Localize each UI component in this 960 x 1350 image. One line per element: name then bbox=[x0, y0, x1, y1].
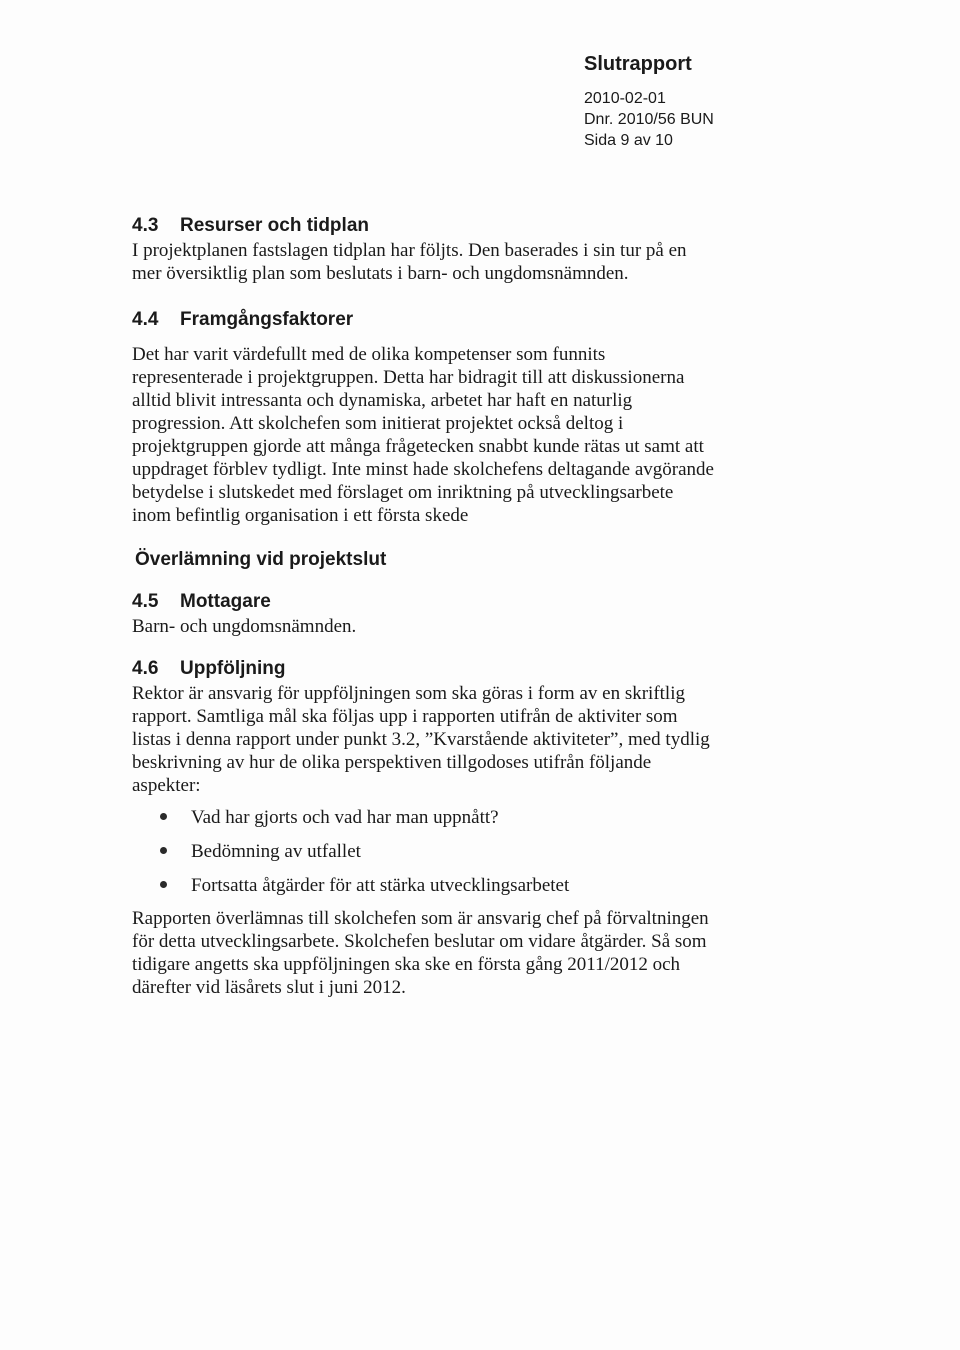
text-line: Det har varit värdefullt med de olika kompetenser som funnits bbox=[132, 344, 606, 365]
document-body bbox=[132, 213, 732, 999]
chapter-heading-overlamning: Överlämning vid projektslut bbox=[135, 549, 387, 570]
bullet-icon bbox=[160, 813, 167, 820]
list-item bbox=[132, 874, 732, 897]
text-line: tidigare angetts ska uppföljningen ska ske en första gång 2011/2012 och bbox=[132, 954, 681, 975]
text-line: I projektplanen fastslagen tidplan har följts. Den baserades i sin tur på en bbox=[132, 240, 687, 261]
list-item-text: Bedömning av utfallet bbox=[191, 841, 361, 862]
text-line: därefter vid läsårets slut i juni 2012. bbox=[132, 977, 406, 998]
list-item-text: Vad har gjorts och vad har man uppnått? bbox=[191, 807, 499, 828]
section-heading-4-3 bbox=[132, 213, 732, 239]
bullet-icon bbox=[160, 847, 167, 854]
section-heading-4-5 bbox=[132, 589, 732, 615]
section-number: 4.5 bbox=[132, 591, 159, 612]
section-title: Resurser och tidplan bbox=[180, 215, 369, 236]
section-heading-4-6 bbox=[132, 656, 732, 682]
list-item-text: Fortsatta åtgärder för att stärka utvecklingsarbetet bbox=[191, 875, 570, 896]
list-item bbox=[132, 806, 732, 829]
section-body-4-4 bbox=[132, 343, 732, 527]
text-line: mer översiktlig plan som beslutats i barn- och ungdomsnämnden. bbox=[132, 263, 629, 284]
text-line: representerade i projektgruppen. Detta har bidragit till att diskussionerna bbox=[132, 367, 685, 388]
document-reference: Dnr. 2010/56 BUN bbox=[584, 111, 714, 128]
section-number: 4.3 bbox=[132, 215, 159, 236]
text-line: för detta utvecklingsarbete. Skolchefen beslutar om vidare åtgärder. Så som bbox=[132, 931, 707, 952]
text-line: Rektor är ansvarig för uppföljningen som ska göras i form av en skriftlig bbox=[132, 683, 685, 704]
bullet-icon bbox=[160, 881, 167, 888]
section-body-4-3 bbox=[132, 239, 732, 285]
section-title: Mottagare bbox=[180, 591, 271, 612]
text-line: rapport. Samtliga mål ska följas upp i rapporten utifrån de aktiviter som bbox=[132, 706, 678, 727]
text-line: betydelse i slutskedet med förslaget om inriktning på utvecklingsarbete bbox=[132, 482, 674, 503]
text-line: uppdraget förblev tydligt. Inte minst hade skolchefens deltagande avgörande bbox=[132, 459, 714, 480]
page-number: Sida 9 av 10 bbox=[584, 132, 673, 149]
text-line: Barn- och ungdomsnämnden. bbox=[132, 616, 357, 637]
section-title: Uppföljning bbox=[180, 658, 286, 679]
section-heading-4-4 bbox=[132, 307, 732, 333]
text-line: listas i denna rapport under punkt 3.2, ”Kvarstående aktiviteter”, med tydlig bbox=[132, 729, 710, 750]
section-number: 4.4 bbox=[132, 309, 159, 330]
text-line: alltid blivit intressanta och dynamiska, arbetet har haft en naturlig bbox=[132, 390, 633, 411]
text-line: inom befintlig organisation i ett första skede bbox=[132, 505, 469, 526]
section-title: Framgångsfaktorer bbox=[180, 309, 354, 330]
document-date: 2010-02-01 bbox=[584, 90, 666, 107]
aspects-list bbox=[132, 806, 732, 897]
text-line: aspekter: bbox=[132, 775, 201, 796]
section-body-4-6 bbox=[132, 682, 732, 797]
text-line: Rapporten överlämnas till skolchefen som är ansvarig chef på förvaltningen bbox=[132, 908, 709, 929]
section-body-4-5 bbox=[132, 615, 732, 638]
section-number: 4.6 bbox=[132, 658, 159, 679]
text-line: beskrivning av hur de olika perspektiven tillgodoses utifrån följande bbox=[132, 752, 652, 773]
text-line: progression. Att skolchefen som initierat projektet också deltog i bbox=[132, 413, 624, 434]
list-item bbox=[132, 840, 732, 863]
document-title: Slutrapport bbox=[584, 53, 692, 75]
page-header bbox=[584, 50, 714, 151]
closing-paragraph bbox=[132, 907, 732, 999]
text-line: projektgruppen gjorde att många frågetecken snabbt kunde rätas ut samt att bbox=[132, 436, 704, 457]
